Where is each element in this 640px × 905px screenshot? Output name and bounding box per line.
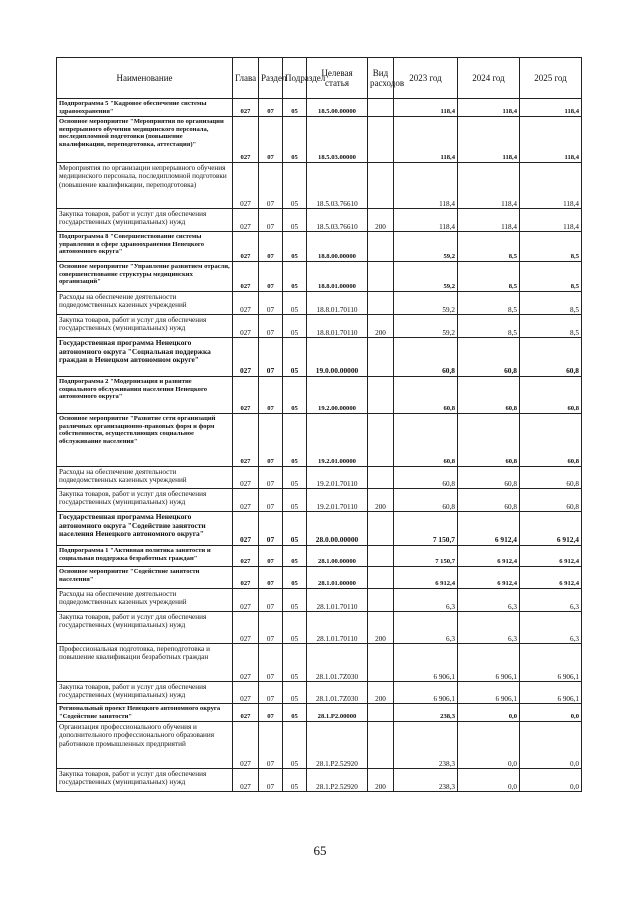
cell-2025: 60,8 — [520, 414, 582, 467]
cell-target: 18.8.01.70110 — [307, 315, 368, 338]
cell-vid — [368, 292, 394, 315]
cell-target: 28.1.01.7Z030 — [307, 682, 368, 704]
table-row — [57, 209, 582, 232]
cell-podrazdel: 05 — [283, 467, 307, 489]
cell-vid — [368, 338, 394, 377]
table-row — [57, 512, 582, 546]
cell-name: Закупка товаров, работ и услуг для обеспечения государственных (муниципальных) нужд — [57, 489, 233, 512]
cell-glava: 027 — [233, 589, 259, 612]
cell-2024: 6 906,1 — [458, 644, 520, 682]
cell-podrazdel: 05 — [283, 338, 307, 377]
cell-razdel: 07 — [259, 292, 283, 315]
header-2023: 2023 год — [394, 58, 458, 99]
cell-podrazdel: 05 — [283, 262, 307, 292]
header-glava: Глава — [233, 58, 259, 99]
cell-name: Профессиональная подготовка, переподготовка и повышение квалификации безработных граждан — [57, 644, 233, 682]
header-2025: 2025 год — [520, 58, 582, 99]
cell-glava: 027 — [233, 722, 259, 769]
cell-name: Подпрограмма 5 "Кадровое обеспечение системы здравоохранения" — [57, 99, 233, 117]
cell-2024: 6 912,4 — [458, 546, 520, 567]
cell-2023: 6,3 — [394, 589, 458, 612]
cell-razdel: 07 — [259, 414, 283, 467]
cell-podrazdel: 05 — [283, 546, 307, 567]
cell-glava: 027 — [233, 117, 259, 163]
cell-name: Государственная программа Ненецкого автономного округа "Социальная поддержка граждан в Ненецком автономном округе" — [57, 338, 233, 377]
cell-target: 28.1.01.70110 — [307, 612, 368, 644]
cell-name: Расходы на обеспечение деятельности подведомственных казенных учреждений — [57, 467, 233, 489]
header-podrazdel: Подраздел — [283, 58, 307, 99]
cell-podrazdel: 05 — [283, 377, 307, 414]
cell-target: 18.5.03.00000 — [307, 117, 368, 163]
cell-2023: 6,3 — [394, 612, 458, 644]
cell-vid — [368, 589, 394, 612]
cell-razdel: 07 — [259, 232, 283, 262]
cell-podrazdel: 05 — [283, 232, 307, 262]
cell-razdel: 07 — [259, 377, 283, 414]
cell-2023: 118,4 — [394, 99, 458, 117]
cell-target: 19.2.01.00000 — [307, 414, 368, 467]
cell-2024: 60,8 — [458, 377, 520, 414]
cell-glava: 027 — [233, 704, 259, 722]
cell-name: Подпрограмма 8 "Совершенствование системы управления в сфере здравоохранения Ненецкого автономного округа" — [57, 232, 233, 262]
cell-razdel: 07 — [259, 704, 283, 722]
cell-2025: 8,5 — [520, 292, 582, 315]
cell-vid — [368, 262, 394, 292]
cell-name: Закупка товаров, работ и услуг для обеспечения государственных (муниципальных) нужд — [57, 209, 233, 232]
cell-target: 18.8.01.70110 — [307, 292, 368, 315]
cell-glava: 027 — [233, 163, 259, 209]
cell-razdel: 07 — [259, 567, 283, 589]
cell-target: 28.0.00.00000 — [307, 512, 368, 546]
cell-name: Государственная программа Ненецкого автономного округа "Содействие занятости населения Ненецкого автономного округа" — [57, 512, 233, 546]
table-row — [57, 377, 582, 414]
cell-podrazdel: 05 — [283, 209, 307, 232]
cell-2025: 8,5 — [520, 232, 582, 262]
cell-2025: 6 912,4 — [520, 512, 582, 546]
table-row — [57, 117, 582, 163]
cell-2024: 8,5 — [458, 292, 520, 315]
table-row — [57, 489, 582, 512]
table-row — [57, 232, 582, 262]
table-row — [57, 99, 582, 117]
cell-2024: 60,8 — [458, 414, 520, 467]
cell-2024: 6 906,1 — [458, 682, 520, 704]
cell-target: 18.8.00.00000 — [307, 232, 368, 262]
cell-2025: 6 912,4 — [520, 546, 582, 567]
cell-2025: 6 906,1 — [520, 682, 582, 704]
table-row — [57, 612, 582, 644]
cell-name: Подпрограмма 1 "Активная политика занятости и социальная поддержка безработных граждан" — [57, 546, 233, 567]
cell-2024: 0,0 — [458, 704, 520, 722]
cell-podrazdel: 05 — [283, 769, 307, 792]
cell-2023: 6 912,4 — [394, 567, 458, 589]
table-row — [57, 546, 582, 567]
cell-vid — [368, 232, 394, 262]
cell-podrazdel: 05 — [283, 722, 307, 769]
cell-podrazdel: 05 — [283, 704, 307, 722]
cell-target: 18.5.03.76610 — [307, 163, 368, 209]
cell-razdel: 07 — [259, 512, 283, 546]
cell-glava: 027 — [233, 644, 259, 682]
cell-podrazdel: 05 — [283, 512, 307, 546]
cell-vid — [368, 163, 394, 209]
cell-name: Подпрограмма 2 "Модернизация и развитие социального обслуживания населения Ненецкого автономного округа" — [57, 377, 233, 414]
cell-2023: 59,2 — [394, 262, 458, 292]
header-razdel: Раздел — [259, 58, 283, 99]
cell-vid — [368, 644, 394, 682]
cell-vid — [368, 117, 394, 163]
cell-name: Основное мероприятие "Развитие сети организаций различных организационно-правовых форм и форм собственности, осуществляющих социальное обслуживание населения" — [57, 414, 233, 467]
cell-podrazdel: 05 — [283, 612, 307, 644]
cell-2025: 60,8 — [520, 377, 582, 414]
cell-glava: 027 — [233, 377, 259, 414]
cell-2025: 8,5 — [520, 262, 582, 292]
table-row — [57, 292, 582, 315]
cell-2024: 118,4 — [458, 99, 520, 117]
cell-2025: 118,4 — [520, 99, 582, 117]
cell-2024: 6,3 — [458, 589, 520, 612]
budget-table — [56, 57, 582, 792]
cell-vid — [368, 414, 394, 467]
cell-target: 18.5.00.00000 — [307, 99, 368, 117]
table-row — [57, 769, 582, 792]
cell-podrazdel: 05 — [283, 414, 307, 467]
cell-razdel: 07 — [259, 546, 283, 567]
cell-glava: 027 — [233, 262, 259, 292]
cell-vid — [368, 512, 394, 546]
cell-2025: 6,3 — [520, 589, 582, 612]
cell-2024: 0,0 — [458, 769, 520, 792]
cell-glava: 027 — [233, 612, 259, 644]
cell-2023: 118,4 — [394, 209, 458, 232]
cell-name: Закупка товаров, работ и услуг для обеспечения государственных (муниципальных) нужд — [57, 769, 233, 792]
cell-razdel: 07 — [259, 163, 283, 209]
cell-2024: 60,8 — [458, 467, 520, 489]
header-2024: 2024 год — [458, 58, 520, 99]
cell-razdel: 07 — [259, 209, 283, 232]
cell-2023: 60,8 — [394, 338, 458, 377]
cell-name: Закупка товаров, работ и услуг для обеспечения государственных (муниципальных) нужд — [57, 315, 233, 338]
cell-vid: 200 — [368, 209, 394, 232]
cell-target: 28.1.01.70110 — [307, 589, 368, 612]
cell-name: Основное мероприятие "Мероприятия по организации непрерывного обучения медицинского персонала, последипломной подготовки (повышение квалификации, переподготовка, аттестация)" — [57, 117, 233, 163]
cell-podrazdel: 05 — [283, 644, 307, 682]
cell-target: 28.1.00.00000 — [307, 546, 368, 567]
cell-2024: 8,5 — [458, 315, 520, 338]
cell-2025: 0,0 — [520, 769, 582, 792]
cell-glava: 027 — [233, 546, 259, 567]
cell-2024: 118,4 — [458, 163, 520, 209]
cell-podrazdel: 05 — [283, 99, 307, 117]
cell-2023: 60,8 — [394, 467, 458, 489]
table-row — [57, 644, 582, 682]
cell-2025: 8,5 — [520, 315, 582, 338]
cell-2023: 59,2 — [394, 232, 458, 262]
cell-name: Региональный проект Ненецкого автономного округа "Содействие занятости" — [57, 704, 233, 722]
cell-glava: 027 — [233, 292, 259, 315]
cell-2025: 118,4 — [520, 163, 582, 209]
cell-vid — [368, 722, 394, 769]
cell-vid — [368, 99, 394, 117]
cell-vid: 200 — [368, 612, 394, 644]
cell-razdel: 07 — [259, 262, 283, 292]
cell-name: Закупка товаров, работ и услуг для обеспечения государственных (муниципальных) нужд — [57, 612, 233, 644]
cell-podrazdel: 05 — [283, 292, 307, 315]
cell-target: 18.8.01.00000 — [307, 262, 368, 292]
cell-2024: 8,5 — [458, 232, 520, 262]
cell-target: 28.1.01.7Z030 — [307, 644, 368, 682]
table-row — [57, 338, 582, 377]
cell-2023: 238,3 — [394, 722, 458, 769]
cell-2023: 238,3 — [394, 769, 458, 792]
cell-glava: 027 — [233, 682, 259, 704]
table-row — [57, 262, 582, 292]
header-row — [57, 58, 582, 99]
cell-target: 28.1.01.00000 — [307, 567, 368, 589]
cell-glava: 027 — [233, 512, 259, 546]
cell-2024: 118,4 — [458, 209, 520, 232]
cell-2025: 60,8 — [520, 338, 582, 377]
table-row — [57, 589, 582, 612]
header-name: Наименование — [57, 58, 233, 99]
cell-razdel: 07 — [259, 682, 283, 704]
cell-target: 28.1.P2.00000 — [307, 704, 368, 722]
cell-target: 18.5.03.76610 — [307, 209, 368, 232]
cell-2023: 60,8 — [394, 414, 458, 467]
cell-2023: 6 906,1 — [394, 644, 458, 682]
cell-razdel: 07 — [259, 769, 283, 792]
cell-razdel: 07 — [259, 612, 283, 644]
cell-2023: 238,3 — [394, 704, 458, 722]
cell-2024: 0,0 — [458, 722, 520, 769]
cell-razdel: 07 — [259, 338, 283, 377]
cell-glava: 027 — [233, 414, 259, 467]
table-row — [57, 163, 582, 209]
cell-2023: 118,4 — [394, 163, 458, 209]
table-row — [57, 704, 582, 722]
cell-name: Расходы на обеспечение деятельности подведомственных казенных учреждений — [57, 292, 233, 315]
cell-name: Закупка товаров, работ и услуг для обеспечения государственных (муниципальных) нужд — [57, 682, 233, 704]
cell-2024: 118,4 — [458, 117, 520, 163]
cell-glava: 027 — [233, 467, 259, 489]
table-row — [57, 722, 582, 769]
cell-2025: 118,4 — [520, 117, 582, 163]
cell-2023: 7 150,7 — [394, 512, 458, 546]
cell-podrazdel: 05 — [283, 163, 307, 209]
cell-target: 19.0.00.00000 — [307, 338, 368, 377]
cell-target: 28.1.P2.52920 — [307, 722, 368, 769]
cell-2023: 118,4 — [394, 117, 458, 163]
cell-vid: 200 — [368, 489, 394, 512]
cell-razdel: 07 — [259, 117, 283, 163]
cell-2025: 118,4 — [520, 209, 582, 232]
page-number: 65 — [313, 843, 327, 858]
table-row — [57, 467, 582, 489]
cell-podrazdel: 05 — [283, 589, 307, 612]
cell-vid: 200 — [368, 315, 394, 338]
cell-2025: 0,0 — [520, 722, 582, 769]
cell-2025: 60,8 — [520, 467, 582, 489]
header-vid: Вид расходов — [368, 58, 394, 99]
table-row — [57, 567, 582, 589]
cell-vid: 200 — [368, 682, 394, 704]
cell-2025: 0,0 — [520, 704, 582, 722]
cell-vid — [368, 467, 394, 489]
header-target: Целевая статья — [307, 58, 368, 99]
cell-target: 28.1.P2.52920 — [307, 769, 368, 792]
cell-vid — [368, 567, 394, 589]
cell-2023: 60,8 — [394, 377, 458, 414]
cell-razdel: 07 — [259, 644, 283, 682]
cell-podrazdel: 05 — [283, 567, 307, 589]
cell-razdel: 07 — [259, 489, 283, 512]
cell-razdel: 07 — [259, 315, 283, 338]
cell-razdel: 07 — [259, 722, 283, 769]
cell-podrazdel: 05 — [283, 682, 307, 704]
cell-name: Организация профессионального обучения и дополнительного профессионального образования работников промышленных предприятий — [57, 722, 233, 769]
cell-2025: 60,8 — [520, 489, 582, 512]
cell-razdel: 07 — [259, 99, 283, 117]
cell-glava: 027 — [233, 209, 259, 232]
cell-glava: 027 — [233, 769, 259, 792]
table-row — [57, 414, 582, 467]
cell-razdel: 07 — [259, 467, 283, 489]
cell-2025: 6 906,1 — [520, 644, 582, 682]
cell-2023: 59,2 — [394, 292, 458, 315]
cell-2023: 6 906,1 — [394, 682, 458, 704]
cell-2024: 60,8 — [458, 489, 520, 512]
cell-2024: 6,3 — [458, 612, 520, 644]
cell-name: Основное мероприятие "Управление развитием отрасли, совершенствование структуры медицинских организаций" — [57, 262, 233, 292]
cell-podrazdel: 05 — [283, 315, 307, 338]
cell-target: 19.2.00.00000 — [307, 377, 368, 414]
cell-vid — [368, 704, 394, 722]
cell-vid: 200 — [368, 769, 394, 792]
cell-name: Мероприятия по организации непрерывного обучения медицинского персонала, последипломной подготовки (повышение квалификации, переподготовка) — [57, 163, 233, 209]
cell-2024: 6 912,4 — [458, 512, 520, 546]
cell-2023: 7 150,7 — [394, 546, 458, 567]
cell-2023: 60,8 — [394, 489, 458, 512]
cell-2024: 8,5 — [458, 262, 520, 292]
cell-glava: 027 — [233, 489, 259, 512]
cell-glava: 027 — [233, 338, 259, 377]
cell-vid — [368, 377, 394, 414]
cell-razdel: 07 — [259, 589, 283, 612]
cell-vid — [368, 546, 394, 567]
cell-podrazdel: 05 — [283, 117, 307, 163]
table-row — [57, 682, 582, 704]
cell-2025: 6 912,4 — [520, 567, 582, 589]
cell-2023: 59,2 — [394, 315, 458, 338]
cell-2024: 6 912,4 — [458, 567, 520, 589]
cell-name: Основное мероприятие "Содействие занятости населения" — [57, 567, 233, 589]
cell-2024: 60,8 — [458, 338, 520, 377]
cell-target: 19.2.01.70110 — [307, 467, 368, 489]
cell-target: 19.2.01.70110 — [307, 489, 368, 512]
cell-2025: 6,3 — [520, 612, 582, 644]
cell-podrazdel: 05 — [283, 489, 307, 512]
cell-glava: 027 — [233, 315, 259, 338]
cell-glava: 027 — [233, 232, 259, 262]
cell-glava: 027 — [233, 99, 259, 117]
table-row — [57, 315, 582, 338]
cell-name: Расходы на обеспечение деятельности подведомственных казенных учреждений — [57, 589, 233, 612]
cell-glava: 027 — [233, 567, 259, 589]
